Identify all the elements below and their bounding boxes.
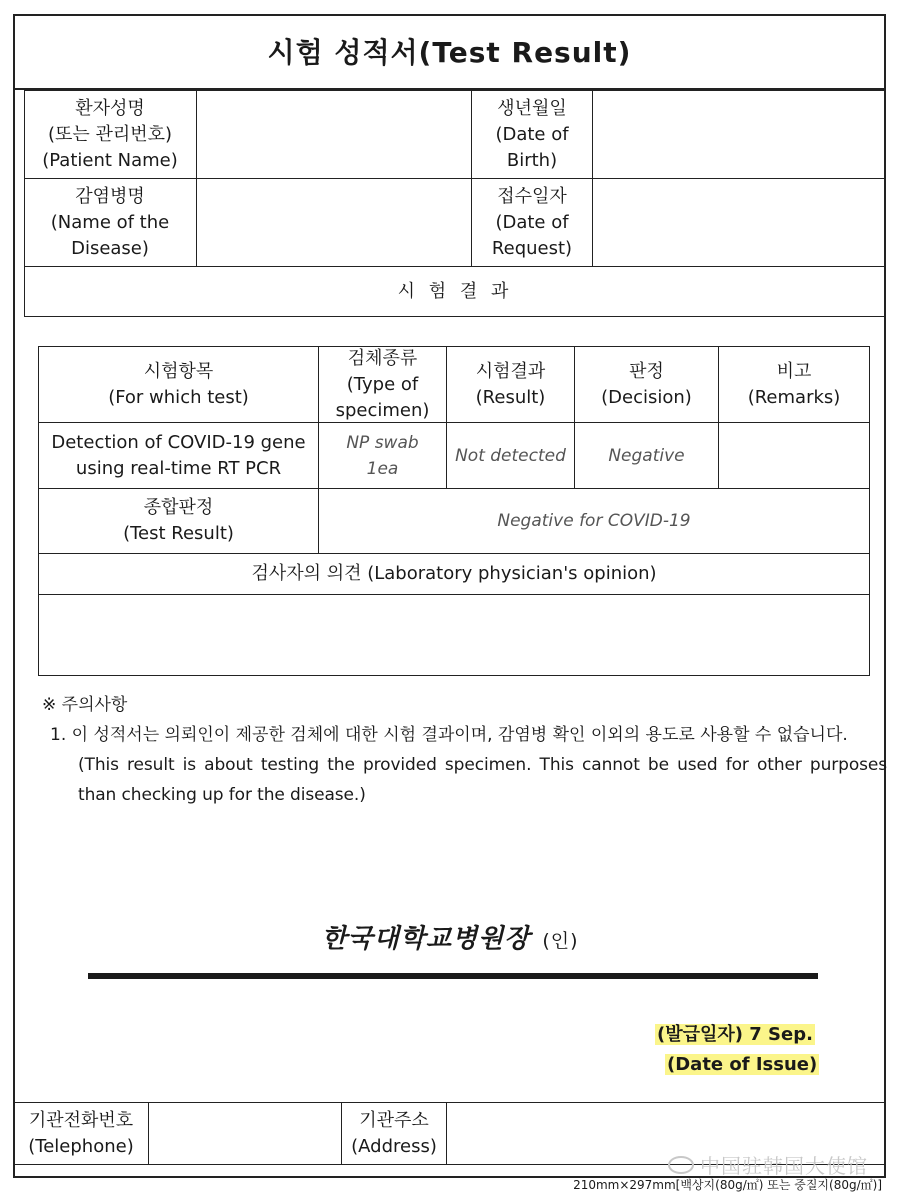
header-label: specimen) — [335, 399, 430, 421]
label-ko: 종합판정 — [143, 497, 214, 518]
cell-text: Detection of COVID-19 gene — [51, 431, 306, 453]
hospital-text: 한국대학교병원장 — [321, 924, 531, 954]
opinion-label: 검사자의 의견 (Laboratory physician's opinion) — [251, 563, 657, 584]
watermark-text: 中国驻韩国大使馆 — [700, 1154, 868, 1178]
row-remarks — [719, 423, 869, 488]
notes-item-en: (This result is about testing the provided specimen. This cannot be used for other purposes than checking up for the disease.) — [78, 755, 887, 805]
telephone-label — [14, 1103, 148, 1164]
hospital-name — [0, 918, 900, 955]
label-ko: 기관주소 — [359, 1109, 429, 1131]
notes-item-ko: 1. 이 성적서는 의뢰인이 제공한 검체에 대한 시험 결과이며, 감염병 확인 이외의 용도로 사용할 수 없습니다. — [50, 725, 848, 745]
label-ko2: (또는 관리번호) — [47, 123, 173, 145]
header-label: 검체종류 — [347, 347, 418, 369]
label-en: (Telephone) — [28, 1135, 134, 1157]
seal-text: (인) — [542, 930, 579, 952]
label-ko: 환자성명 — [75, 97, 145, 119]
page-title: 시험 성적서(Test Result) — [13, 14, 886, 90]
telephone-value — [149, 1103, 341, 1164]
signature-bar — [88, 973, 818, 979]
label-en: (Date of — [495, 211, 569, 233]
notes-heading: ※ 주의사항 — [42, 695, 128, 715]
header-remarks — [719, 347, 869, 422]
label-ko: 접수일자 — [497, 185, 567, 207]
dob-label — [472, 91, 592, 178]
dob-value — [593, 91, 886, 178]
header-label: 비고 — [776, 360, 812, 382]
table-line — [38, 675, 870, 676]
label-ko: 생년월일 — [497, 97, 567, 119]
label-en: Birth) — [506, 149, 558, 171]
label-en: (Name of the — [50, 211, 170, 233]
paper-spec: 210mm×297mm[백상지(80g/㎡) 또는 중질지(80g/㎡)] — [573, 1178, 882, 1192]
address-label — [342, 1103, 446, 1164]
header-label: (Decision) — [601, 386, 692, 408]
request-date-value — [593, 179, 886, 266]
header-label: (For which test) — [108, 386, 249, 408]
row-test — [39, 423, 318, 488]
label-ko: 기관전화번호 — [28, 1109, 134, 1131]
label-en: (Date of — [495, 123, 569, 145]
request-date-label — [472, 179, 592, 266]
issue-date-line2: (Date of Issue) — [667, 1054, 818, 1075]
label-en: (Address) — [351, 1135, 437, 1157]
header-label: 판정 — [629, 360, 664, 382]
header-label: (Type of — [346, 373, 419, 395]
opinion-value — [39, 595, 869, 675]
watermark — [668, 1150, 868, 1179]
disease-label — [24, 179, 196, 266]
row-result: Not detected — [455, 445, 566, 466]
header-decision — [575, 347, 718, 422]
label-ko: 감염병명 — [75, 185, 145, 207]
header-label: (Remarks) — [747, 386, 841, 408]
issue-date — [655, 1020, 819, 1080]
section-title: 시 험 결 과 — [397, 280, 513, 302]
cell-text: using real-time RT PCR — [75, 457, 282, 479]
disease-value — [197, 179, 471, 266]
label-en: (Test Result) — [123, 523, 234, 544]
patient-name-value — [197, 91, 471, 178]
table-line — [869, 346, 870, 675]
chat-icon — [668, 1156, 694, 1174]
cell-text: 1ea — [366, 458, 399, 479]
summary-value: Negative for COVID-19 — [497, 511, 691, 531]
header-label: 시험항목 — [143, 360, 214, 382]
grid-line — [24, 316, 886, 317]
header-label: 시험결과 — [475, 360, 546, 382]
notes — [42, 690, 887, 810]
cell-text: NP swab — [346, 432, 419, 453]
header-specimen — [319, 347, 446, 422]
label-en: Disease) — [71, 237, 149, 259]
header-result — [447, 347, 574, 422]
header-label: (Result) — [475, 386, 546, 408]
row-specimen — [319, 423, 446, 488]
row-decision: Negative — [608, 445, 685, 466]
label-en: (Patient Name) — [42, 149, 178, 171]
header-test — [39, 347, 318, 422]
label-en: Request) — [491, 237, 573, 259]
issue-date-line1: (발급일자) 7 Sep. — [657, 1024, 813, 1045]
summary-label — [39, 489, 318, 553]
patient-name-label — [24, 91, 196, 178]
